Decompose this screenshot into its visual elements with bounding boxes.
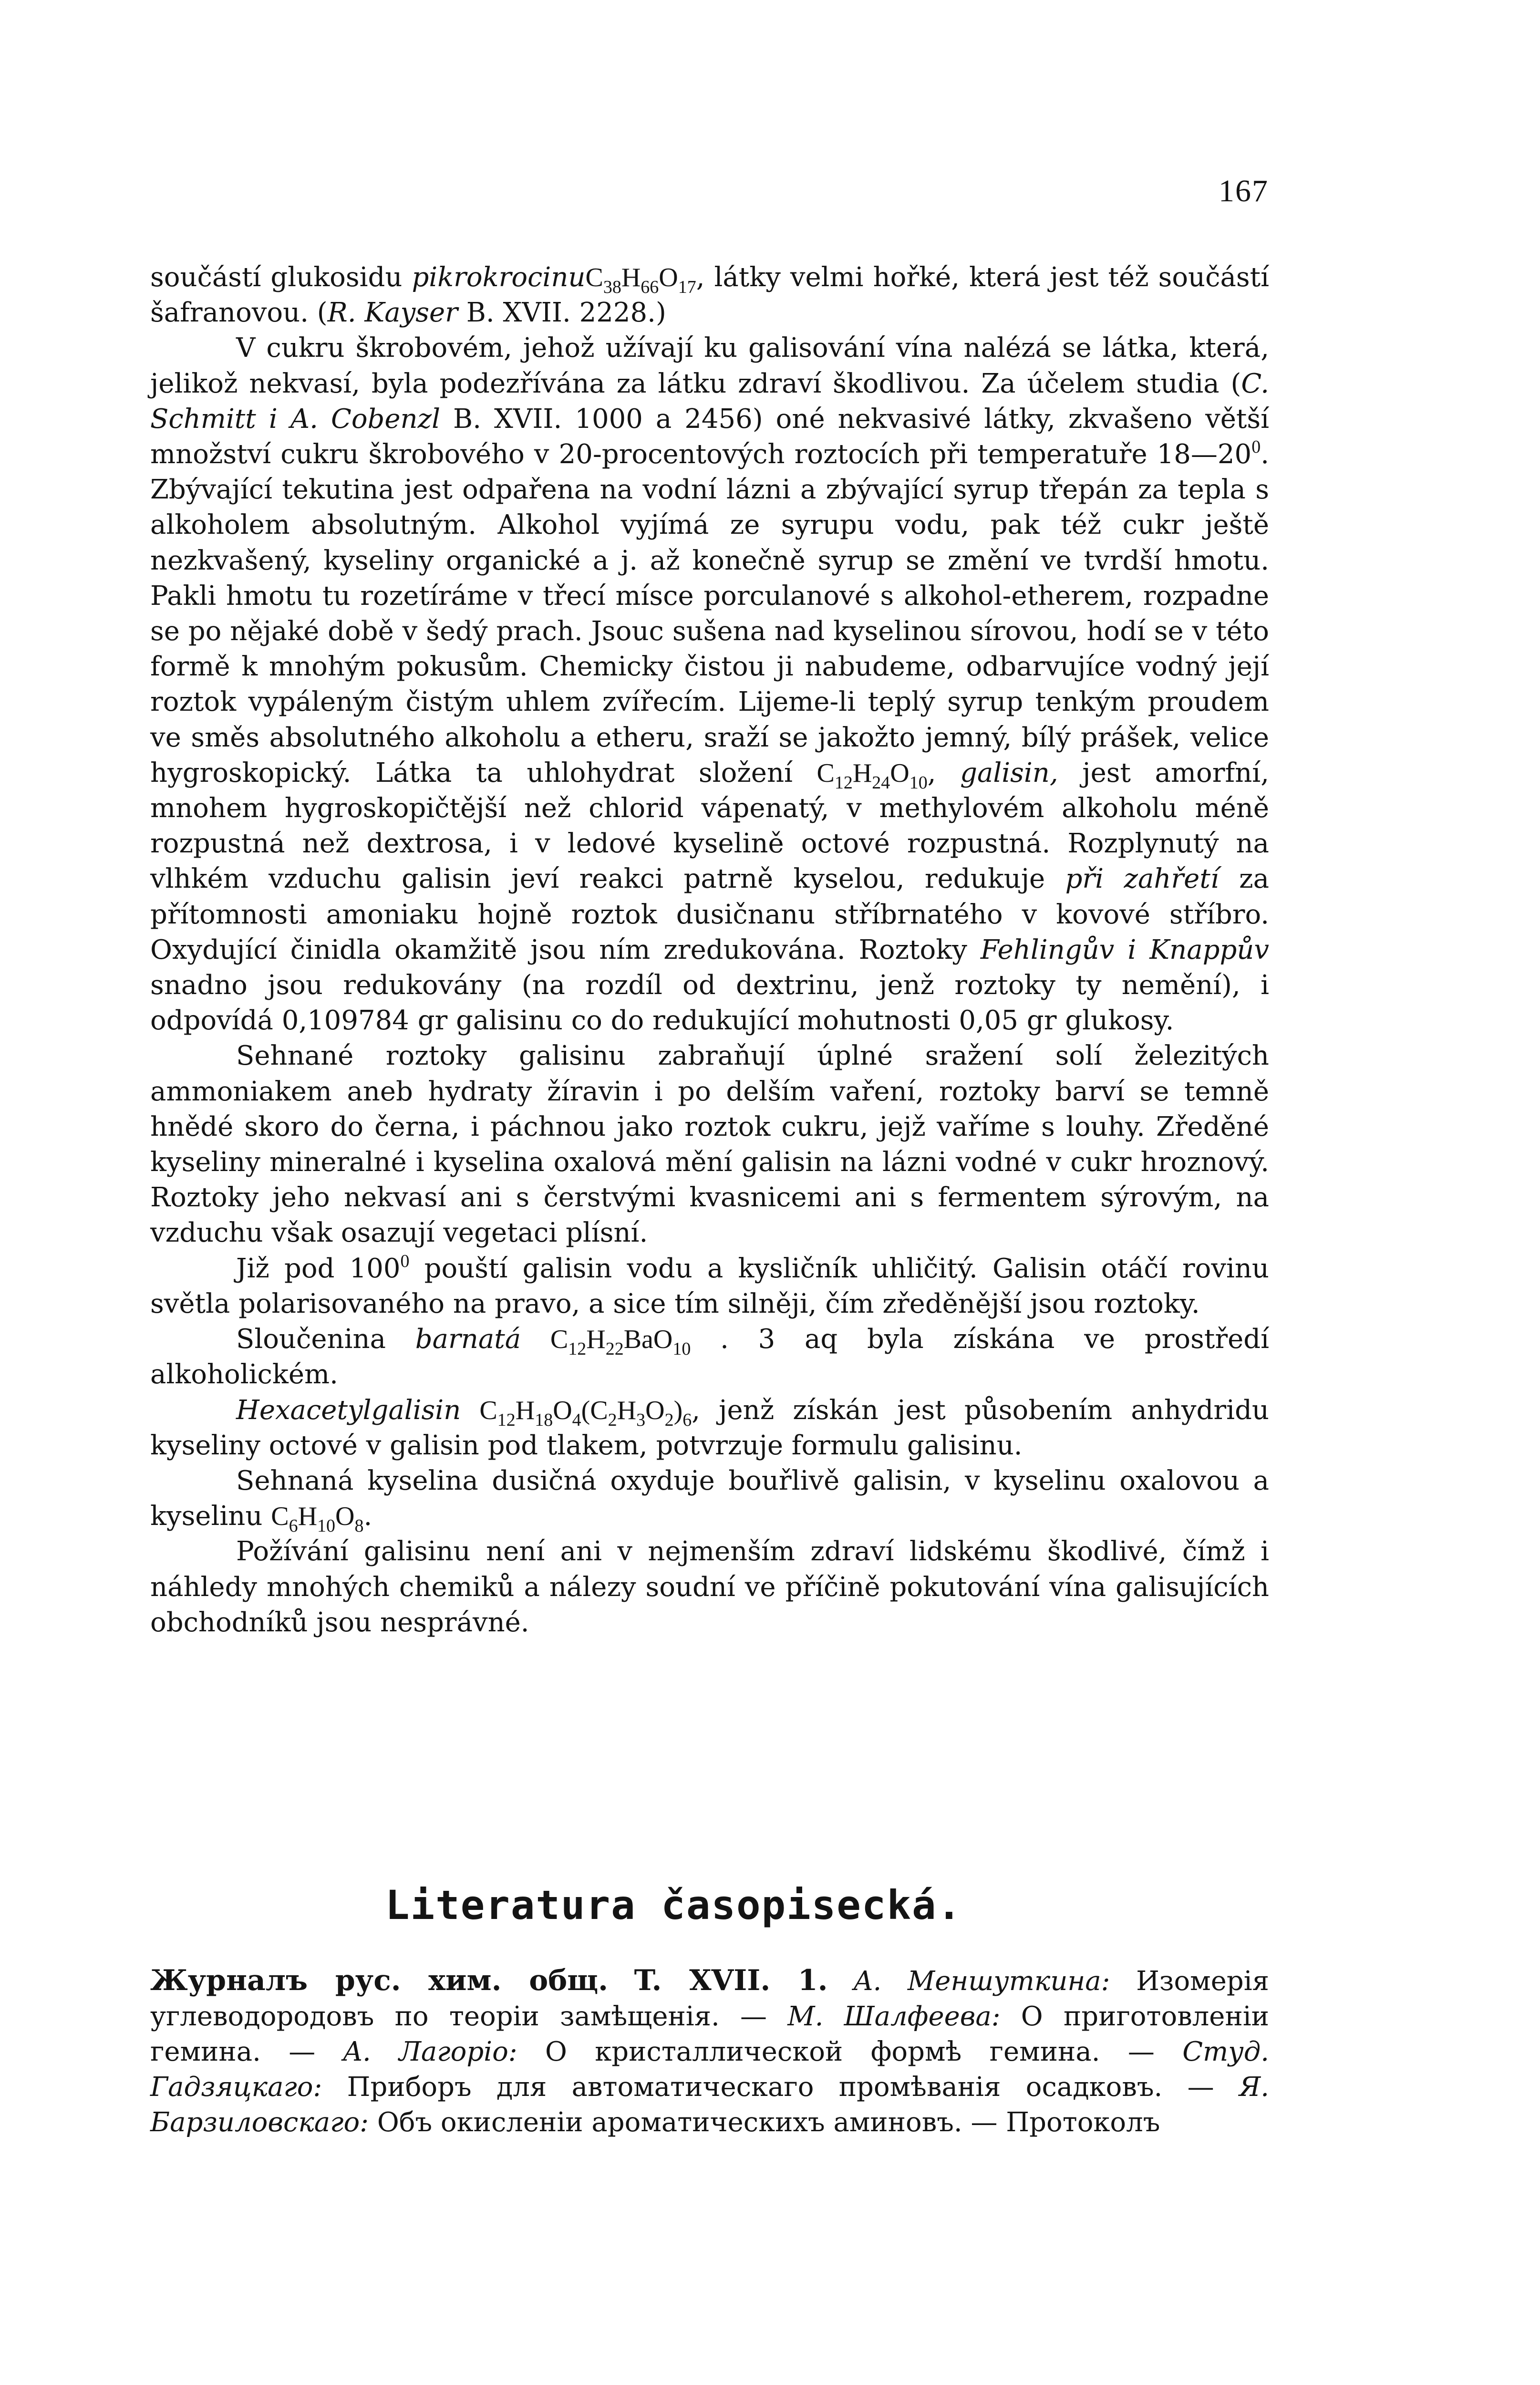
reference-title: Объ окисленіи ароматическихъ аминовъ. — Протоколъ bbox=[369, 2107, 1160, 2138]
text-run: . bbox=[363, 1501, 372, 1532]
italic-term: Hexacetylgalisin bbox=[236, 1394, 461, 1426]
text-run: B. XVII. 2228.) bbox=[457, 297, 666, 329]
italic-term: při zahřetí bbox=[1065, 863, 1219, 895]
text-run: Sehnané roztoky galisinu zabraňují úplné sražení solí železitých ammoniakem aneb hydraty žíravin i po delším vaření, roztoky barví se temně hnědé skoro do černa, i páchnou jako roztok cukru, jejž vaříme s louhy. Zředěné kyseliny mineralné i kyselina oxalová mění galisin na lázni vodné v cukr hroznový. Roztoky jeho nekvasí ani s čerstvými kvasnicemi ani s fermentem sýrovým, na vzduchu však osazují vegetaci plísní. bbox=[150, 1040, 1269, 1249]
chemical-formula: $C_{12}H_{22}BaO_{10}$ bbox=[550, 1325, 691, 1359]
text-run: jest amorfní, mnohem hygroskopičtější než chlorid vápenatý, v methylovém alkoholu méně rozpustná než dextrosa, i v ledové kyselině octové rozpustná. Rozplynutý na vlhkém vzduchu galisin jeví reakci patrně kyselou, redukuje bbox=[150, 757, 1269, 895]
text-run: , látky velmi hořké, která jest též součástí šafranovou. ( bbox=[150, 262, 1270, 329]
section-heading: Literatura časopisecká. bbox=[385, 1882, 962, 1929]
reference-title: Приборъ для автоматическаго промѣванія осадковъ. — bbox=[322, 2072, 1239, 2103]
paragraph bbox=[150, 1534, 1269, 1640]
chemical-formula: 0 bbox=[1251, 437, 1261, 457]
chemical-formula: $C_{12}H_{18}O_4(C_2H_3O_2)_6$ bbox=[479, 1395, 692, 1430]
italic-term: R. Kayser bbox=[327, 297, 458, 329]
text-run: , bbox=[927, 757, 961, 788]
italic-term: Fehlingův i Knappův bbox=[980, 934, 1269, 965]
reference-author: Я. Барзиловскаго: bbox=[150, 2072, 1269, 2138]
page-number: 167 bbox=[1219, 174, 1269, 208]
text-run: B. XVII. 1000 a 2456) oné nekvasivé látky, zkvašeno větší množství cukru škrobového v 20-procentových roztocích při temperatuře 18—20 bbox=[150, 403, 1269, 470]
chemical-formula: $C_6H_{10}O_8$ bbox=[271, 1502, 364, 1536]
paragraph bbox=[150, 1251, 1269, 1322]
paragraph bbox=[150, 1393, 1269, 1463]
references-paragraph bbox=[150, 1963, 1269, 2140]
chemical-formula: $C_{38}H_{66}O_{17}$ bbox=[585, 263, 696, 297]
text-run: Požívání galisinu není ani v nejmenším zdraví lidskému škodlivé, čímž i náhledy mnohých chemiků a nálezy soudní ve příčině pokutování vína galisujících obchodníků jsou nesprávné. bbox=[150, 1536, 1269, 1638]
paragraph bbox=[150, 1038, 1269, 1251]
italic-term: C. Schmitt i A. Cobenzl bbox=[150, 368, 1269, 435]
text-run bbox=[521, 1324, 550, 1355]
journal-references bbox=[150, 1963, 1269, 2140]
journal-title: Журналъ рус. хим. общ. bbox=[150, 1964, 609, 1997]
paragraph bbox=[150, 1322, 1269, 1392]
article-body bbox=[150, 260, 1269, 1640]
text-run: Sloučenina bbox=[236, 1324, 415, 1355]
journal-volume: T. XVII. 1. bbox=[634, 1964, 828, 1997]
reference-author: A. Меншуткина: bbox=[854, 1966, 1110, 1997]
text-run: . 3 aq byla získána ve prostředí alkoholickém. bbox=[150, 1324, 1269, 1390]
reference-title: О приготовленіи гемина. — bbox=[150, 2001, 1269, 2067]
italic-term: barnatá bbox=[415, 1324, 521, 1355]
paragraph bbox=[150, 1463, 1269, 1534]
text-run: Již pod 100 bbox=[236, 1253, 401, 1284]
reference-author: M. Шалфеева: bbox=[787, 2001, 1001, 2032]
text-run: za přítomnosti amoniaku hojně roztok dusičnanu stříbrnatého v kovové stříbro. Oxydující činidla okamžitě jsou ním zredukována. Roztoky bbox=[150, 863, 1269, 965]
chemical-formula: 0 bbox=[400, 1251, 410, 1271]
text-run: . Zbývající tekutina jest odpařena na vodní lázni a zbývající syrup třepán za tepla s alkoholem absolutným. Alkohol vyjímá ze syrupu vodu, pak též cukr ještě nezkvašený, kyseliny organické a j. až konečně syrup se změní ve tvrdší hmotu. Pakli hmotu tu rozetíráme v třecí mísce porculanové s alkohol-etherem, rozpadne se po nějaké době v šedý prach. Jsouc sušena nad kyselinou sírovou, hodí se v této formě k mnohým pokusům. Chemicky čistou ji nabudeme, odbarvujíce vodný její roztok vypáleným čistým uhlem zvířecím. Lijeme-li teplý syrup tenkým proudem ve směs absolutného alkoholu a etheru, sraží se jakožto jemný, bílý prášek, velice hygroskopický. Látka ta uhlohydrat složení bbox=[150, 439, 1269, 788]
text-run: pouští galisin vodu a kysličník uhličitý. Galisin otáčí rovinu světla polarisovaného na pravo, a sice tím silněji, čím zředěnější jsou roztoky. bbox=[150, 1253, 1270, 1319]
reference-author: A. Лагоріо: bbox=[343, 2036, 517, 2067]
reference-title: О кристаллической формѣ гемина. — bbox=[517, 2036, 1183, 2067]
text-run: , jenž získán jest působením anhydridu kyseliny octové v galisin pod tlakem, potvrzuje formulu galisinu. bbox=[150, 1394, 1269, 1461]
chemical-formula: $C_{12}H_{24}O_{10}$ bbox=[817, 758, 928, 793]
paragraph bbox=[150, 260, 1269, 331]
paragraph bbox=[150, 331, 1269, 1038]
italic-term: galisin, bbox=[960, 757, 1058, 788]
text-run: snadno jsou redukovány (na rozdíl od dextrinu, jenž roztoky ty nemění), i odpovídá 0,109784 gr galisinu co do redukující mohutnosti 0,05 gr glukosy. bbox=[150, 970, 1269, 1037]
italic-term: pikrokrocinu bbox=[412, 262, 586, 293]
reference-author: Студ. Гадзяцкаго: bbox=[150, 2036, 1269, 2103]
text-run: V cukru škrobovém, jehož užívají ku galisování vína nalézá se látka, která, jelikož nekvasí, byla podezřívána za látku zdraví škodlivou. Za účelem studia ( bbox=[150, 332, 1269, 399]
reference-title: Изомерія углеводородовъ по теоріи замѣщенія. — bbox=[150, 1966, 1269, 2032]
text-run bbox=[461, 1395, 479, 1426]
text-run: Sehnaná kyselina dusičná oxyduje bouřlivě galisin, v kyselinu oxalovou a kyselinu bbox=[150, 1465, 1269, 1532]
text-run: součástí glukosidu bbox=[150, 262, 412, 293]
